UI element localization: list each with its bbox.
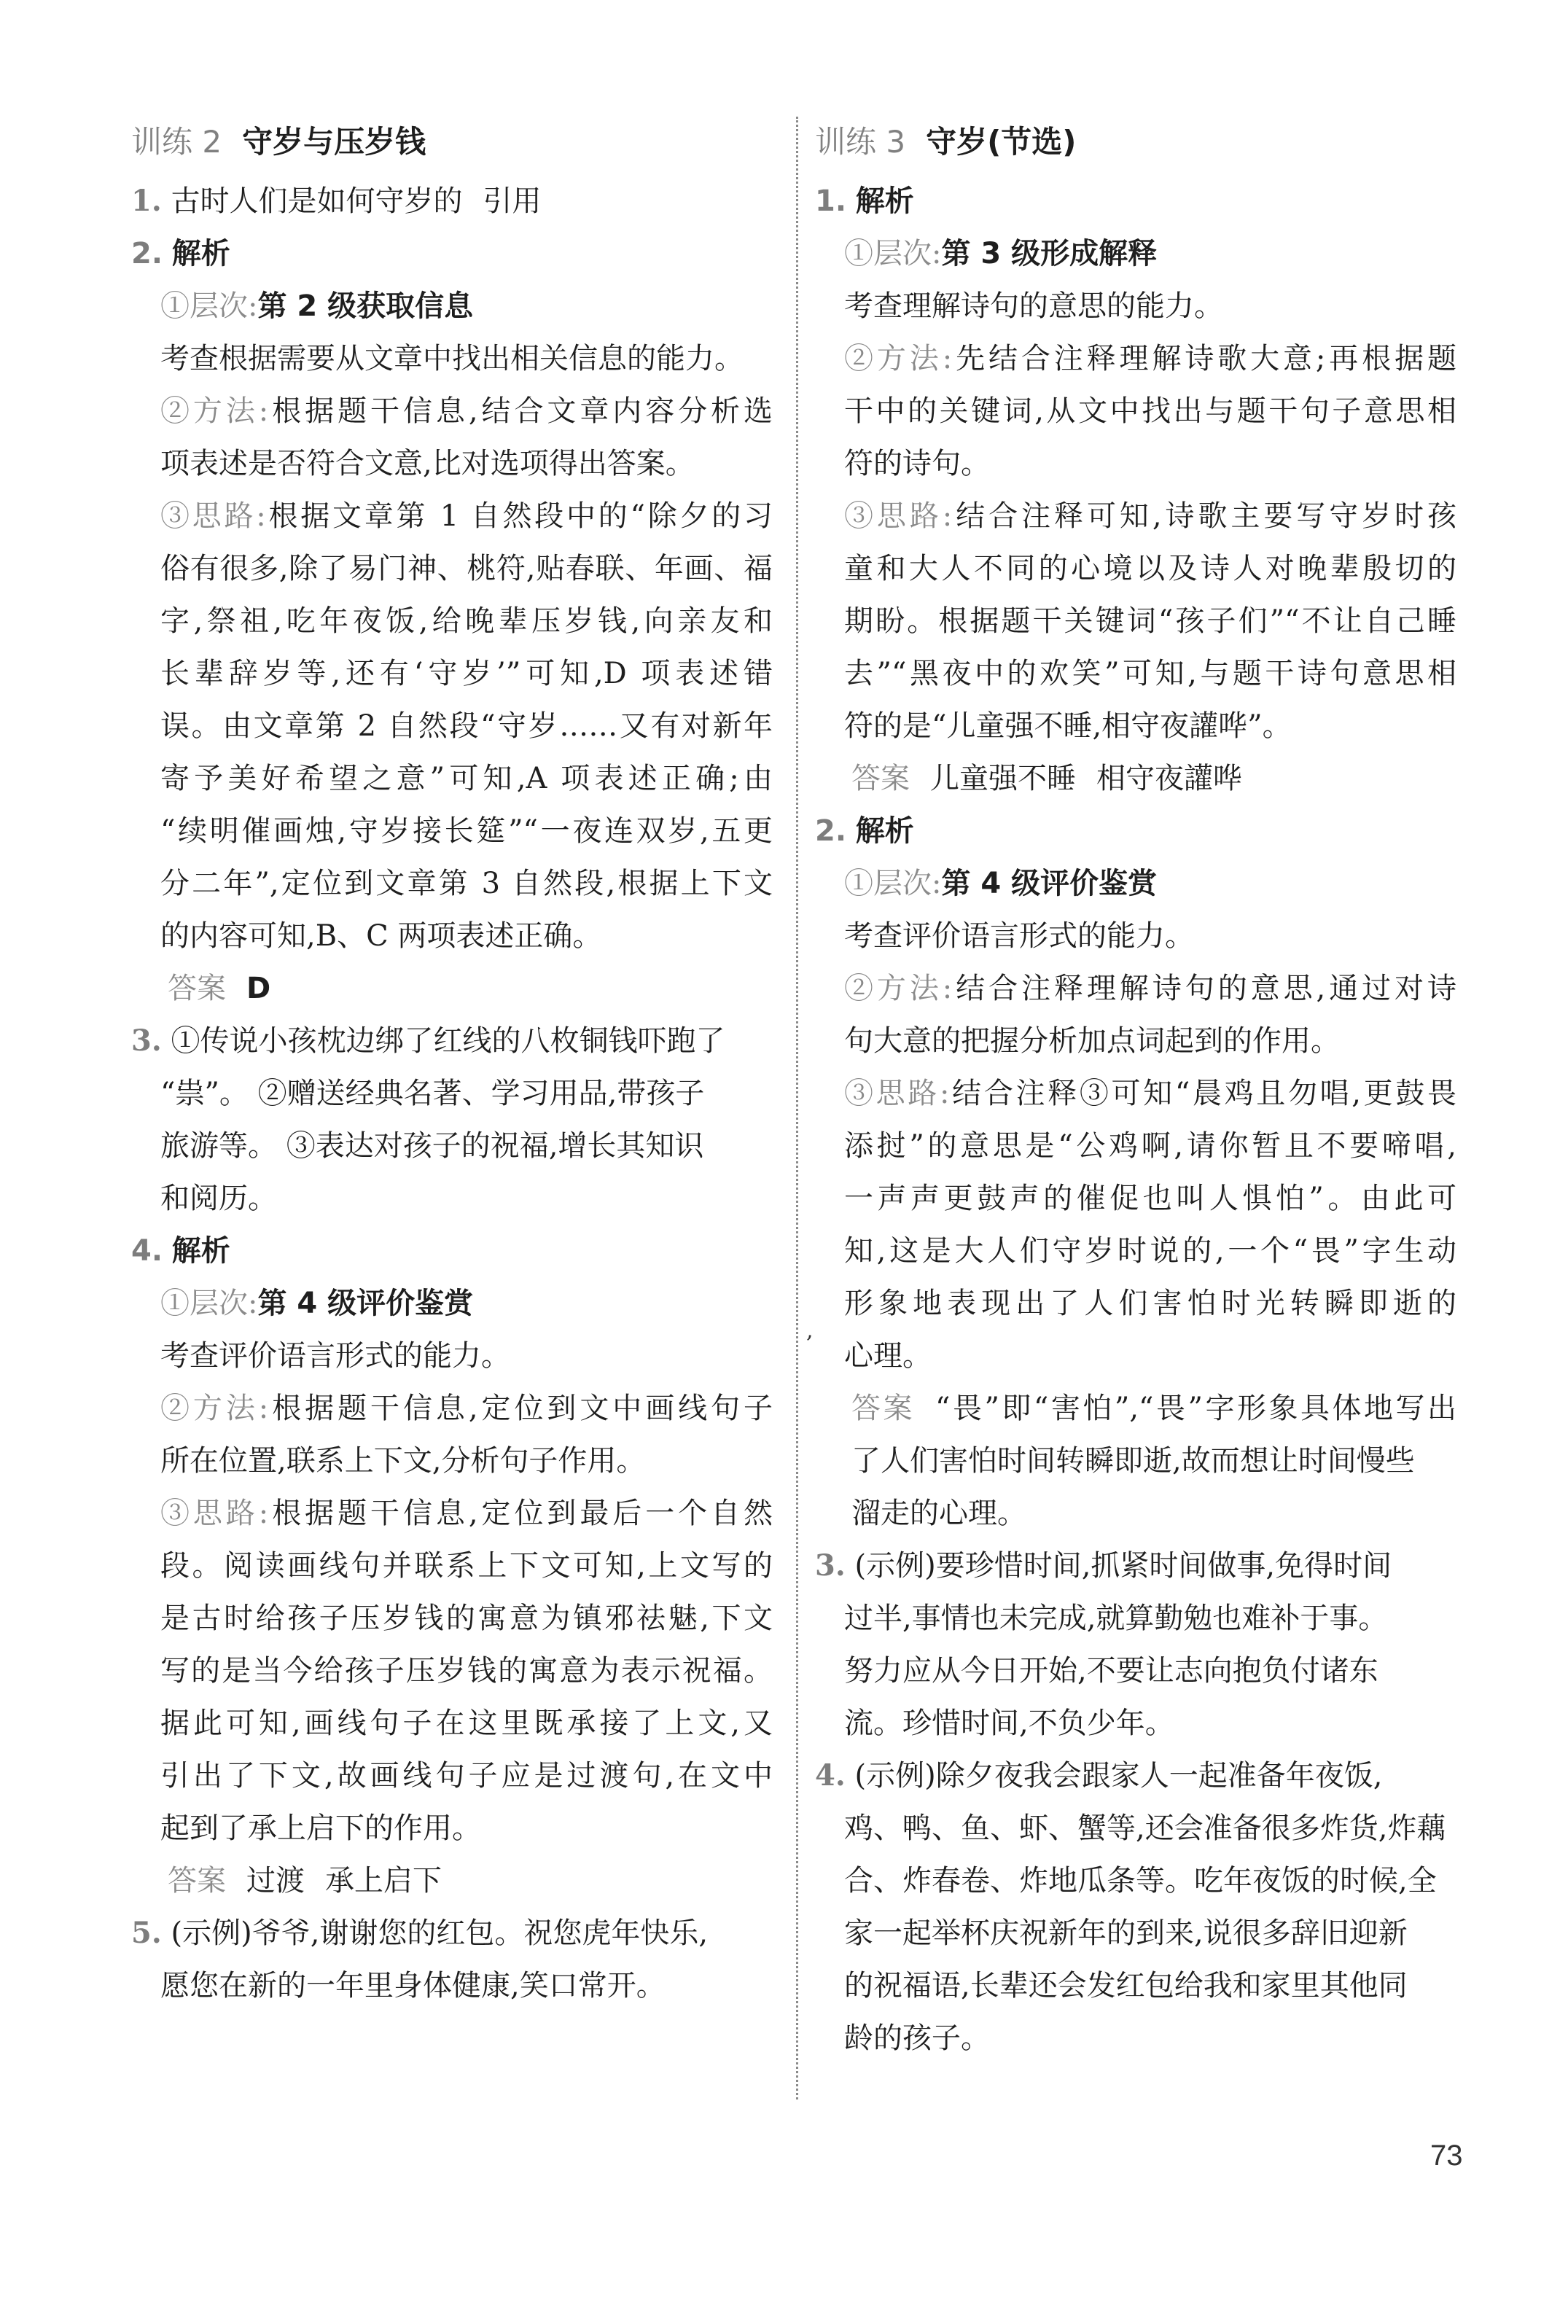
desc-line: 考查评价语言形式的能力。 xyxy=(160,1339,510,1373)
idea-line: 分二年”,定位到文章第 3 自然段,根据上下文 xyxy=(160,867,773,900)
idea-line: 长辈辞岁等,还有‘守岁’”可知,D 项表述错 xyxy=(160,657,773,690)
answer-line: 答案 D xyxy=(168,972,271,1005)
answer-line: 答案 儿童强不睡 相守夜讙哗 xyxy=(851,762,1242,795)
section-title-2: 训练 2 守岁与压岁钱 xyxy=(131,124,426,160)
level-line: ①层次:第 2 级获取信息 xyxy=(160,289,474,323)
idea-line: 引出了下文,故画线句子应是过渡句,在文中 xyxy=(160,1759,773,1793)
left-column xyxy=(131,109,773,2012)
question-4-line: 鸡、鸭、鱼、虾、蟹等,还会准备很多炸货,炸藕 xyxy=(844,1812,1446,1845)
idea-line: 形象地表现出了人们害怕时光转瞬即逝的 xyxy=(844,1287,1456,1320)
method-line: ②方法:根据题干信息,结合文章内容分析选 xyxy=(160,394,773,428)
idea-line: 是古时给孩子压岁钱的寓意为镇邪祛魅,下文 xyxy=(160,1602,773,1635)
idea-line: 童和大人不同的心境以及诗人对晚辈殷切的 xyxy=(844,552,1456,585)
method-line: ②方法:结合注释理解诗句的意思,通过对诗 xyxy=(844,972,1456,1005)
level-line: ①层次:第 4 级评价鉴赏 xyxy=(160,1287,474,1320)
right-column xyxy=(815,109,1456,2064)
question-1: 1. 古时人们是如何守岁的 引用 xyxy=(131,184,542,218)
desc-line: 考查评价语言形式的能力。 xyxy=(844,919,1194,953)
idea-line: 心理。 xyxy=(844,1339,932,1373)
question-4-head: 4. 解析 xyxy=(131,1234,230,1268)
method-line: ②方法:根据题干信息,定位到文中画线句子 xyxy=(160,1392,773,1425)
level-line: ①层次:第 4 级评价鉴赏 xyxy=(844,867,1158,900)
answer-line: 答案 过渡 承上启下 xyxy=(168,1864,442,1898)
method-line: 所在位置,联系上下文,分析句子作用。 xyxy=(160,1444,646,1478)
stray-mark: , xyxy=(806,1318,814,1344)
section-title-3: 训练 3 守岁(节选) xyxy=(815,124,1077,160)
question-3-line: 和阅历。 xyxy=(160,1182,277,1215)
method-line: 项表述是否符合文意,比对选项得出答案。 xyxy=(160,447,695,480)
question-4: 4. (示例)除夕夜我会跟家人一起准备年夜饭, xyxy=(815,1758,1383,1793)
question-3-line: 旅游等。 ③表达对孩子的祝福,增长其知识 xyxy=(160,1129,704,1163)
idea-line: ③思路:结合注释③可知“晨鸡且勿唱,更鼓畏 xyxy=(844,1077,1456,1110)
question-5: 5. (示例)爷爷,谢谢您的红包。祝您虎年快乐, xyxy=(131,1916,709,1950)
idea-line: 期盼。根据题干关键词“孩子们”“不让自己睡 xyxy=(844,604,1456,638)
idea-line: “续明催画烛,守岁接长筵”“一夜连双岁,五更 xyxy=(160,814,773,848)
question-4-line: 家一起举杯庆祝新年的到来,说很多辞旧迎新 xyxy=(844,1916,1408,1950)
method-line: ②方法:先结合注释理解诗歌大意;再根据题 xyxy=(844,342,1456,375)
question-2-head: 2. 解析 xyxy=(815,814,914,848)
method-line: 句大意的把握分析加点词起到的作用。 xyxy=(844,1024,1340,1058)
level-line: ①层次:第 3 级形成解释 xyxy=(844,237,1158,270)
desc-line: 考查理解诗句的意思的能力。 xyxy=(844,289,1223,323)
question-3-line: 流。珍惜时间,不负少年。 xyxy=(844,1707,1174,1740)
idea-line: ③思路:根据文章第 1 自然段中的“除夕的习 xyxy=(160,499,773,533)
question-3: 3. ①传说小孩枕边绑了红线的八枚铜钱吓跑了 xyxy=(131,1023,725,1058)
idea-line: 添挝”的意思是“公鸡啊,请你暂且不要啼唱, xyxy=(844,1129,1456,1163)
page-number: 73 xyxy=(1430,2140,1463,2172)
idea-line: ③思路:结合注释可知,诗歌主要写守岁时孩 xyxy=(844,499,1456,533)
question-3-line: 努力应从今日开始,不要让志向抱负付诸东 xyxy=(844,1654,1378,1688)
method-line: 符的诗句。 xyxy=(844,447,990,480)
idea-line: 段。阅读画线句并联系上下文可知,上文写的 xyxy=(160,1549,773,1583)
question-3-line: 过半,事情也未完成,就算勤勉也难补于事。 xyxy=(844,1602,1388,1635)
idea-line: 知,这是大人们守岁时说的,一个“畏”字生动 xyxy=(844,1234,1456,1268)
idea-line: 误。由文章第 2 自然段“守岁……又有对新年 xyxy=(160,709,773,743)
question-4-line: 合、炸春卷、炸地瓜条等。吃年夜饭的时候,全 xyxy=(844,1864,1437,1898)
method-line: 干中的关键词,从文中找出与题干句子意思相 xyxy=(844,394,1456,428)
idea-line: 的内容可知,B、C 两项表述正确。 xyxy=(160,919,602,953)
question-5-line: 愿您在新的一年里身体健康,笑口常开。 xyxy=(160,1969,666,2003)
idea-line: 字,祭祖,吃年夜饭,给晚辈压岁钱,向亲友和 xyxy=(160,604,773,638)
idea-line: 写的是当今给孩子压岁钱的寓意为表示祝福。 xyxy=(160,1654,773,1688)
question-3-line: “祟”。 ②赠送经典名著、学习用品,带孩子 xyxy=(160,1077,705,1110)
idea-line: 俗有很多,除了易门神、桃符,贴春联、年画、福 xyxy=(160,552,773,585)
idea-line: 去”“黑夜中的欢笑”可知,与题干诗句意思相 xyxy=(844,657,1456,690)
desc-line: 考查根据需要从文章中找出相关信息的能力。 xyxy=(160,342,744,375)
idea-line: 据此可知,画线句子在这里既承接了上文,又 xyxy=(160,1707,773,1740)
question-1-head: 1. 解析 xyxy=(815,184,914,218)
answer-line: 溜走的心理。 xyxy=(851,1497,1026,1530)
question-3: 3. (示例)要珍惜时间,抓紧时间做事,免得时间 xyxy=(815,1548,1392,1583)
idea-line: 起到了承上启下的作用。 xyxy=(160,1812,481,1845)
idea-line: 寄予美好希望之意”可知,A 项表述正确;由 xyxy=(160,762,773,795)
question-2-head: 2. 解析 xyxy=(131,237,230,270)
idea-line: 符的是“儿童强不睡,相守夜讙哗”。 xyxy=(844,709,1292,743)
question-4-line: 龄的孩子。 xyxy=(844,2021,990,2055)
answer-line: 了人们害怕时间转瞬即逝,故而想让时间慢些 xyxy=(851,1444,1415,1478)
question-4-line: 的祝福语,长辈还会发红包给我和家里其他同 xyxy=(844,1969,1408,2003)
idea-line: 一声声更鼓声的催促也叫人惧怕”。由此可 xyxy=(844,1182,1456,1215)
answer-line: 答案 “畏”即“害怕”,“畏”字形象具体地写出 xyxy=(851,1392,1456,1425)
column-divider xyxy=(796,117,798,2099)
idea-line: ③思路:根据题干信息,定位到最后一个自然 xyxy=(160,1497,773,1530)
